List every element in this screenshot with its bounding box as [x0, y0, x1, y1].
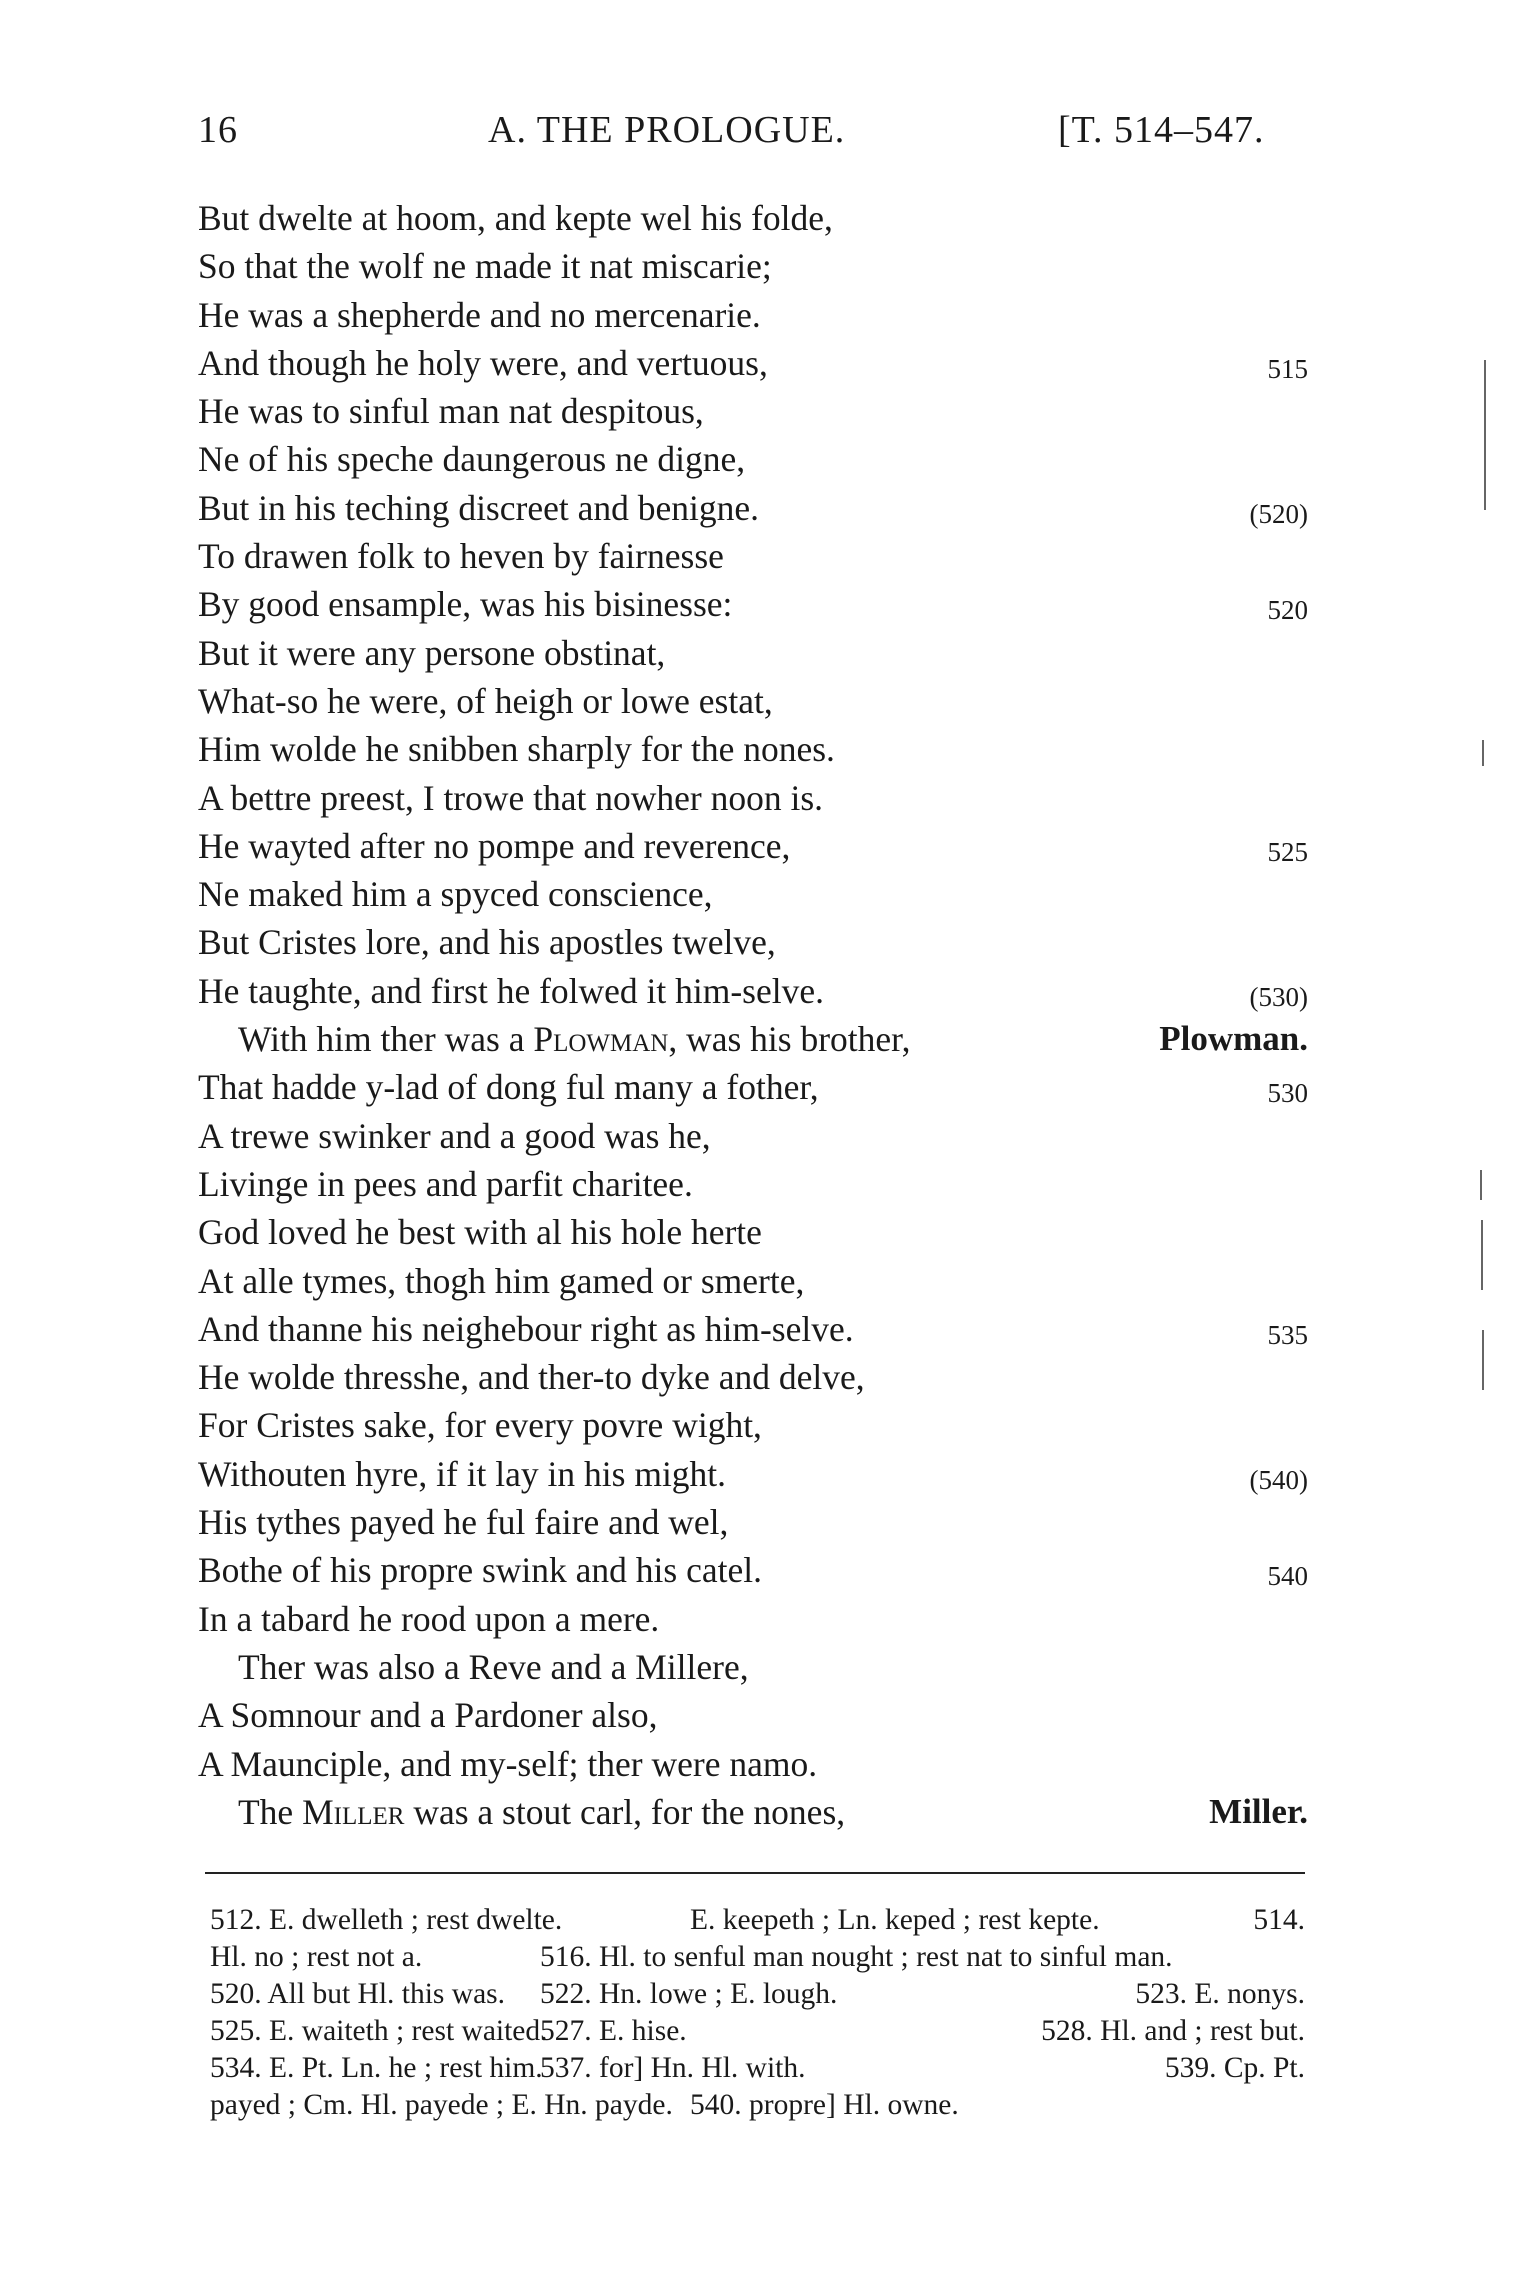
verse-line: [198, 1305, 1308, 1353]
verse-line-text: He wolde thresshe, and ther-to dyke and delve,: [198, 1357, 865, 1398]
verse-line: [198, 1740, 1308, 1788]
line-number: (540): [1249, 1464, 1308, 1495]
footnote-entry: Hl. no ; rest not a.: [210, 1941, 423, 1973]
footnotes: [210, 1902, 1305, 2124]
verse-line: [198, 1788, 1308, 1836]
footnote-entry: 527. E. hise.: [540, 2015, 687, 2047]
verse-line-text: Ne maked him a spyced conscience,: [198, 874, 713, 915]
side-note: Miller.: [1209, 1791, 1308, 1831]
verse-line-text: Livinge in pees and parfit charitee.: [198, 1163, 693, 1204]
footnote-entry: 512. E. dwelleth ; rest dwelte.: [210, 1904, 563, 1936]
verse-line: [198, 725, 1308, 773]
side-note: Plowman.: [1159, 1019, 1308, 1059]
line-number: 525: [1267, 836, 1308, 867]
verse-line-text: God loved he best with al his hole herte: [198, 1212, 762, 1253]
footnote-line: [210, 1939, 1305, 1976]
verse-line-text-end: was a stout carl, for the nones,: [404, 1791, 846, 1832]
verse-line: [198, 1208, 1308, 1256]
verse-line-text: At alle tymes, thogh him gamed or smerte,: [198, 1260, 805, 1301]
verse-line: [198, 484, 1308, 532]
verse-line-text: And though he holy were, and vertuous,: [198, 342, 768, 383]
footnote-entry: 537. for] Hn. Hl. with.: [540, 2052, 806, 2084]
verse-line-text: Ne of his speche daungerous ne digne,: [198, 439, 746, 480]
verse-line-text: But it were any persone obstinat,: [198, 632, 666, 673]
footnote-line: [210, 1976, 1305, 2013]
footnote-entry: 520. All but Hl. this was.: [210, 1978, 506, 2010]
verse-line: [198, 822, 1308, 870]
verse-line-text: A Somnour and a Pardoner also,: [198, 1695, 658, 1736]
verse-line-text: [238, 1015, 910, 1063]
footnote-entry: 525. E. waiteth ; rest waited.: [210, 2015, 548, 2047]
verse-line-text: But in his teching discreet and benigne.: [198, 487, 759, 528]
verse-line-text: He taughte, and first he folwed it him-selve.: [198, 970, 824, 1011]
footnote-entry: E. keepeth ; Ln. keped ; rest kepte.: [690, 1904, 1100, 1936]
verse-line-text-start: With him ther was a: [238, 1019, 534, 1060]
verse-line: [198, 435, 1308, 483]
verse-line: [198, 1112, 1308, 1160]
line-number: (530): [1249, 981, 1308, 1012]
running-header: [198, 108, 1298, 168]
footnote-entry: payed ; Cm. Hl. payede ; E. Hn. payde.: [210, 2089, 673, 2121]
verse-line: [198, 1353, 1308, 1401]
verse-line: [198, 194, 1308, 242]
verse-line-text: A Maunciple, and my-self; ther were namo.: [198, 1743, 818, 1784]
footnote-entry: 514.: [1253, 1904, 1305, 1936]
verse-line: [198, 870, 1308, 918]
verse-line: [198, 1015, 1308, 1063]
footnote-entry: 539. Cp. Pt.: [1164, 2052, 1305, 2084]
verse-line-text: In a tabard he rood upon a mere.: [198, 1598, 660, 1639]
verse-line: [198, 1595, 1308, 1643]
verse-line-text: He was to sinful man nat despitous,: [198, 391, 704, 432]
footnote-entry: 540. propre] Hl. owne.: [690, 2089, 959, 2121]
verse-line-text: For Cristes sake, for every povre wight,: [198, 1405, 762, 1446]
verse-text: [198, 194, 1308, 1836]
verse-line: [198, 242, 1308, 290]
scan-edge-marks: [1478, 0, 1498, 2273]
verse-line-text: Withouten hyre, if it lay in his might.: [198, 1453, 727, 1494]
character-name: Miller: [302, 1791, 405, 1832]
footnote-line: [210, 2050, 1305, 2087]
verse-line: [198, 677, 1308, 725]
verse-line: [198, 1546, 1308, 1594]
verse-line: [198, 1498, 1308, 1546]
verse-line-text: But dwelte at hoom, and kepte wel his folde,: [198, 198, 833, 238]
verse-line-text-end: , was his brother,: [668, 1019, 911, 1060]
verse-line-text: A bettre preest, I trowe that nowher noon is.: [198, 777, 824, 818]
line-range: [T. 514–547.: [1058, 109, 1265, 151]
verse-line: [198, 774, 1308, 822]
verse-line-text: But Cristes lore, and his apostles twelve,: [198, 922, 776, 963]
verse-line-text-start: The: [238, 1791, 303, 1832]
footnote-line: [210, 1902, 1305, 1939]
running-title: A. THE PROLOGUE.: [488, 109, 846, 151]
verse-line-text: [238, 1788, 845, 1836]
verse-line: [198, 580, 1308, 628]
verse-line-text: To drawen folk to heven by fairnesse: [198, 536, 724, 577]
footnote-entry: 516. Hl. to senful man nought ; rest nat to sinful man.: [540, 1941, 1173, 1973]
verse-line-text: And thanne his neighebour right as him-selve.: [198, 1308, 854, 1349]
line-number: 535: [1267, 1319, 1308, 1350]
page-number: 16: [198, 109, 238, 151]
footnote-entry: 523. E. nonys.: [1135, 1978, 1305, 2010]
footnote-entry: 528. Hl. and ; rest but.: [1041, 2015, 1305, 2047]
verse-line: [198, 1257, 1308, 1305]
verse-line-text: His tythes payed he ful faire and wel,: [198, 1502, 729, 1543]
verse-line-text: Him wolde he snibben sharply for the nones.: [198, 729, 835, 770]
verse-line-text: So that the wolf ne made it nat miscarie;: [198, 246, 772, 287]
line-number: 540: [1267, 1561, 1308, 1592]
character-name: Plowman: [533, 1019, 669, 1060]
verse-line: [198, 339, 1308, 387]
footnote-line: [210, 2087, 1305, 2124]
verse-line: [198, 1450, 1308, 1498]
verse-line-text: He was a shepherde and no mercenarie.: [198, 294, 761, 335]
verse-line: [198, 629, 1308, 677]
footnote-entry: 522. Hn. lowe ; E. lough.: [540, 1978, 838, 2010]
verse-line: [198, 1401, 1308, 1449]
verse-line: [198, 1063, 1308, 1111]
verse-line-text: That hadde y-lad of dong ful many a fother,: [198, 1067, 819, 1108]
verse-line-text: He wayted after no pompe and reverence,: [198, 825, 791, 866]
verse-line-text: Ther was also a Reve and a Millere,: [238, 1646, 749, 1687]
verse-line-text: A trewe swinker and a good was he,: [198, 1115, 711, 1156]
footnote-rule: [205, 1872, 1305, 1874]
verse-line-text: By good ensample, was his bisinesse:: [198, 584, 733, 625]
verse-line: [198, 532, 1308, 580]
verse-line: [198, 1160, 1308, 1208]
line-number: 515: [1267, 353, 1308, 384]
verse-line-text: What-so he were, of heigh or lowe estat,: [198, 680, 773, 721]
footnote-entry: 534. E. Pt. Ln. he ; rest him.: [210, 2052, 543, 2084]
verse-line: [198, 1691, 1308, 1739]
verse-line: [198, 387, 1308, 435]
footnote-line: [210, 2013, 1305, 2050]
line-number: (520): [1249, 498, 1308, 529]
line-number: 520: [1267, 595, 1308, 626]
line-number: 530: [1267, 1078, 1308, 1109]
verse-line: [198, 918, 1308, 966]
verse-line: [198, 291, 1308, 339]
verse-line: [198, 1643, 1308, 1691]
verse-line-text: Bothe of his propre swink and his catel.: [198, 1550, 762, 1591]
verse-line: [198, 967, 1308, 1015]
